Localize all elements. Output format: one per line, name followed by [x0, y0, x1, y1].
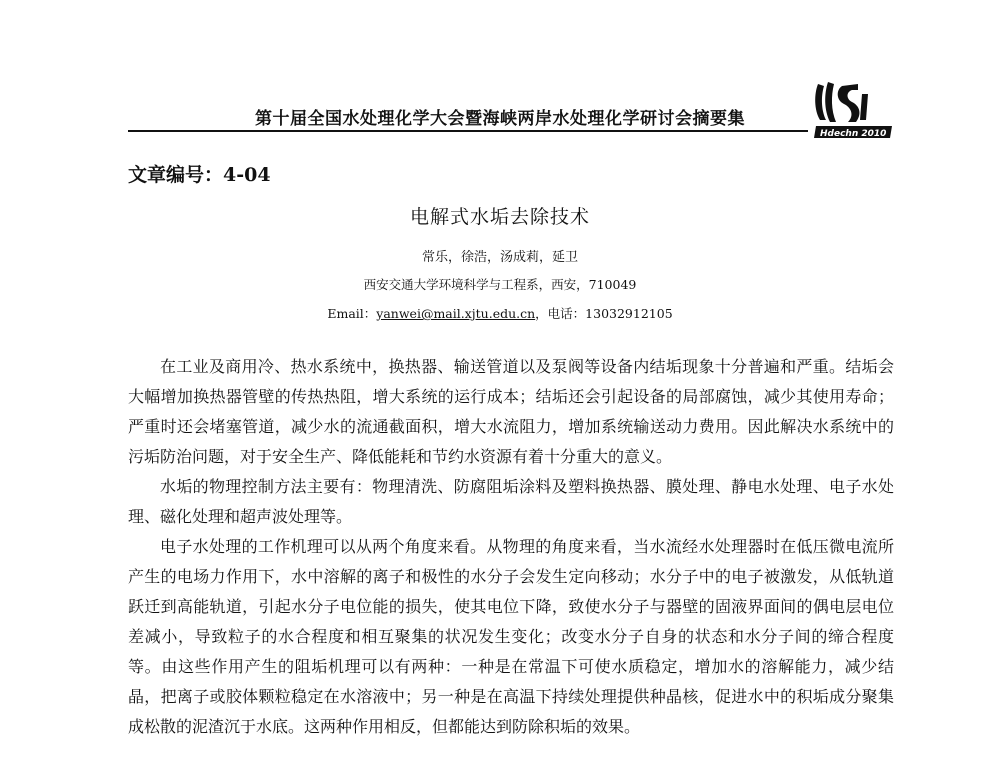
- logo-caption-text: Hdechn 2010: [820, 129, 887, 139]
- header-rule: [128, 130, 808, 132]
- conference-logo: [812, 80, 896, 144]
- body-paragraph-2: 水垢的物理控制方法主要有：物理清洗、防腐阻垢涂料及塑料换热器、膜处理、静电水处理、电子水处理、磁化处理和超声波处理等。: [128, 477, 894, 526]
- email-link[interactable]: yanwei@mail.xjtu.edu.cn: [376, 306, 536, 321]
- article-title: 电解式水垢去除技术: [409, 206, 590, 228]
- running-header-title: 第十届全国水处理化学大会暨海峡两岸水处理化学研讨会摘要集: [255, 109, 745, 129]
- contact-line: [0, 304, 1000, 322]
- phone-text: ，电话：13032912105: [535, 306, 673, 321]
- affiliation: 西安交通大学环境科学与工程系，西安，710049: [363, 277, 637, 292]
- body-paragraph-1: 在工业及商用冷、热水系统中，换热器、输送管道以及泵阀等设备内结垢现象十分普遍和严重。结垢会大幅增加换热器管壁的传热热阻，增大系统的运行成本；结垢还会引起设备的局部腐蚀，减少其使用寿命；严重时还会堵塞管道，减少水的流通截面积，增大水流阻力，增加系统输送动力费用。因此解决水系统中的污垢防治问题，对于安全生产、降低能耗和节约水资源有着十分重大的意义。: [128, 357, 894, 466]
- body-paragraph-3: 电子水处理的工作机理可以从两个角度来看。从物理的角度来看，当水流经水处理器时在低压微电流所产生的电场力作用下，水中溶解的离子和极性的水分子会发生定向移动；水分子中的电子被激发，从低轨道跃迁到高能轨道，引起水分子电位能的损失，使其电位下降，致使水分子与器壁的固液界面间的偶电层电位差减小，导致粒子的水合程度和相互聚集的状况发生变化；改变水分子自身的状态和水分子间的缔合程度等。由这些作用产生的阻垢机理可以有两种：一种是在常温下可使水质稳定，增加水的溶解能力，减少结晶，把离子或胶体颗粒稳定在水溶液中；另一种是在高温下持续处理提供种晶核，促进水中的积垢成分聚集成松散的泥渣沉于水底。这两种作用相反，但都能达到防除积垢的效果。: [128, 537, 894, 736]
- author-list: 常乐，徐浩，汤成莉，延卫: [421, 250, 578, 265]
- abstract-body: [128, 352, 894, 742]
- email-label: Email：: [327, 306, 377, 321]
- article-number: 文章编号：4-04: [128, 164, 271, 186]
